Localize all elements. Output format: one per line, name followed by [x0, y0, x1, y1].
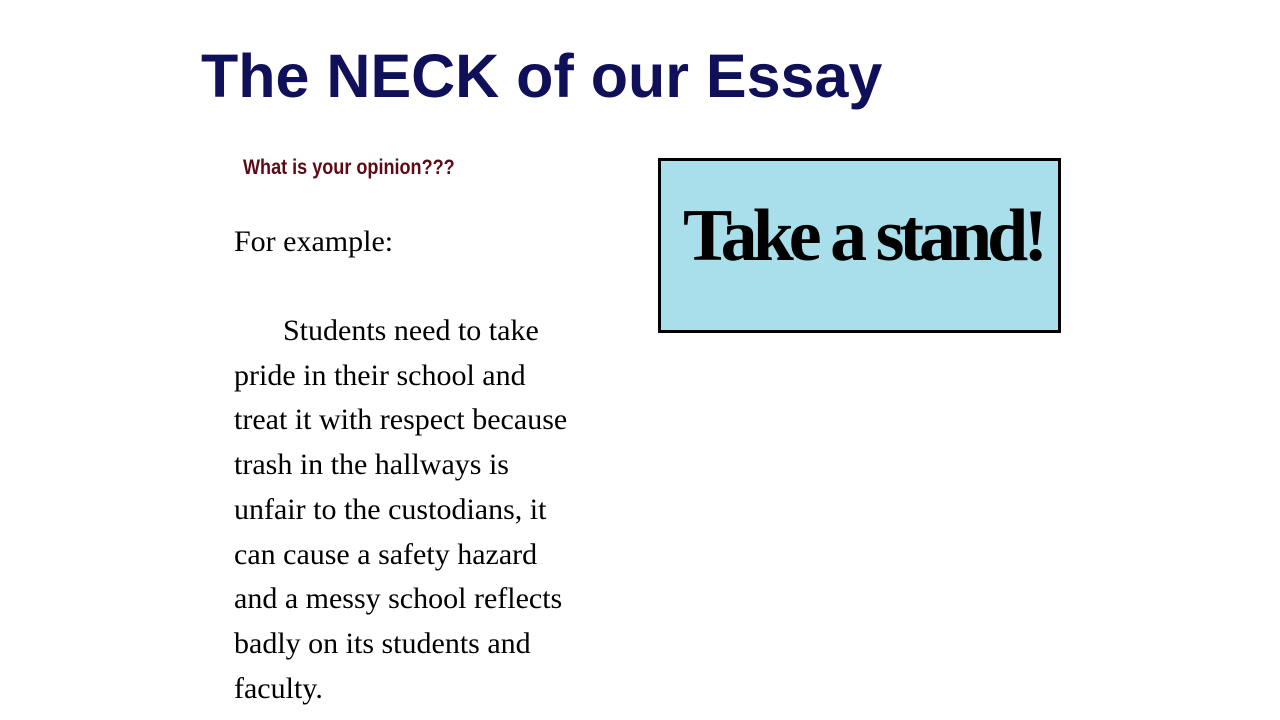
slide-title: The NECK of our Essay — [201, 42, 883, 110]
paragraph-line: Students need to take — [283, 314, 539, 347]
paragraph-line: badly on its students and — [234, 626, 531, 660]
paragraph-line: pride in their school and — [234, 358, 526, 392]
example-label: For example: — [234, 225, 394, 258]
paragraph-line: and a messy school reflects — [234, 582, 563, 616]
callout-text: Take a stand! — [683, 195, 1043, 277]
paragraph-line: trash in the hallways is — [234, 448, 509, 482]
paragraph-line: faculty. — [234, 671, 323, 705]
paragraph-line: treat it with respect because — [234, 403, 568, 437]
opinion-question: What is your opinion??? — [243, 156, 455, 179]
paragraph-line: unfair to the custodians, it — [234, 492, 547, 526]
example-paragraph — [234, 309, 654, 711]
paragraph-line: can cause a safety hazard — [234, 537, 538, 571]
take-a-stand-callout — [658, 158, 1061, 333]
